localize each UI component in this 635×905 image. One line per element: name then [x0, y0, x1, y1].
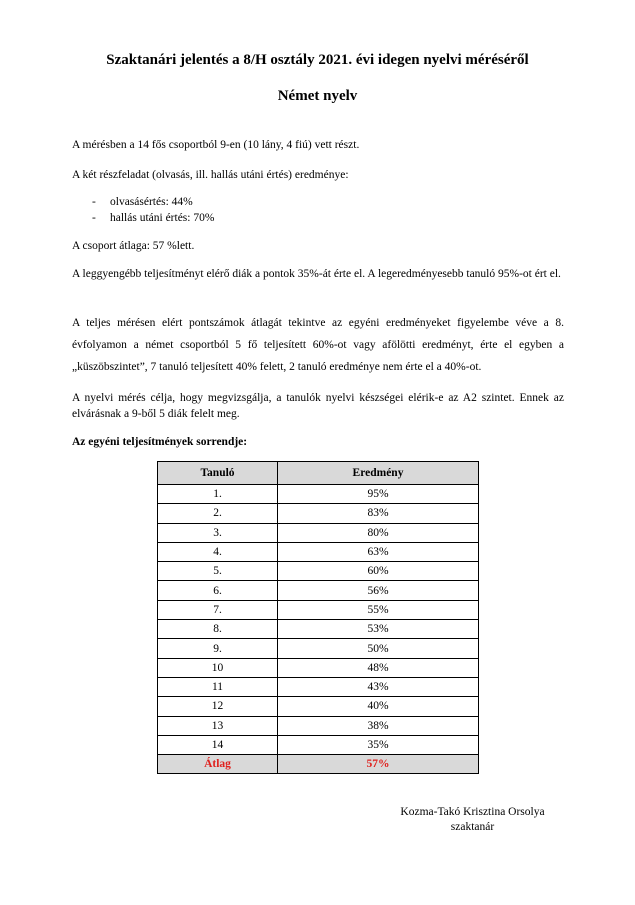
cell-rank: 6.	[158, 581, 278, 600]
cell-rank: 4.	[158, 542, 278, 561]
paragraph-group-average: A csoport átlaga: 57 %lett.	[72, 240, 195, 252]
table-row	[158, 620, 479, 639]
table-row	[158, 523, 479, 542]
cell-rank: 5.	[158, 562, 278, 581]
table-row	[158, 639, 479, 658]
list-item	[92, 194, 193, 210]
cell-result: 53%	[278, 620, 479, 639]
cell-average-label: Átlag	[158, 755, 278, 774]
cell-result: 60%	[278, 562, 479, 581]
table-row	[158, 735, 479, 754]
cell-rank: 7.	[158, 600, 278, 619]
cell-result: 40%	[278, 697, 479, 716]
cell-result: 56%	[278, 581, 479, 600]
table-row	[158, 658, 479, 677]
cell-rank: 8.	[158, 620, 278, 639]
cell-result: 95%	[278, 485, 479, 504]
table-row	[158, 677, 479, 696]
table-row	[158, 581, 479, 600]
cell-result: 48%	[278, 658, 479, 677]
cell-result: 43%	[278, 677, 479, 696]
cell-rank: 14	[158, 735, 278, 754]
paragraph-analysis: A teljes mérésen elért pontszámok átlagát tekintve az egyéni eredményeket figyelembe véve a 8. évfolyamon a német csoportból 5 fő teljesített 60%-ot vagy afölötti eredményt, érte el egyben a „küszöbszintet”, 7 tanuló teljesített 40% felett, 2 tanuló eredménye nem érte el a 40%-ot.	[72, 317, 564, 373]
table-row	[158, 542, 479, 561]
cell-result: 50%	[278, 639, 479, 658]
table-row	[158, 697, 479, 716]
cell-result: 83%	[278, 504, 479, 523]
paragraph-min-max: A leggyengébb teljesítményt elérő diák a pontok 35%-át érte el. A legeredményesebb tanuló 95%-ot ért el.	[72, 268, 561, 280]
cell-result: 55%	[278, 600, 479, 619]
signature-role: szaktanár	[450, 821, 495, 833]
paragraph-participation: A mérésben a 14 fős csoportból 9-en (10 lány, 4 fiú) vett részt.	[72, 139, 360, 151]
signature-block	[360, 805, 585, 835]
cell-result: 80%	[278, 523, 479, 542]
list-item	[92, 210, 214, 226]
paragraph-goal: A nyelvi mérés célja, hogy megvizsgálja, a tanulók nyelvi készségei elérik-e az A2 szintet. Ennek az elvárásnak a 9-ből 5 diák felelt meg.	[72, 392, 564, 420]
table-header-row	[158, 462, 479, 485]
cell-rank: 2.	[158, 504, 278, 523]
cell-result: 38%	[278, 716, 479, 735]
list-dash: -	[92, 196, 96, 208]
table-row	[158, 485, 479, 504]
cell-rank: 12	[158, 697, 278, 716]
cell-rank: 10	[158, 658, 278, 677]
cell-rank: 1.	[158, 485, 278, 504]
cell-rank: 3.	[158, 523, 278, 542]
list-dash: -	[92, 212, 96, 224]
table-row	[158, 504, 479, 523]
signature-name: Kozma-Takó Krisztina Orsolya	[400, 806, 545, 818]
table-row	[158, 600, 479, 619]
report-title: Szaktanári jelentés a 8/H osztály 2021. évi idegen nyelvi méréséről	[106, 52, 529, 68]
report-subtitle: Német nyelv	[277, 88, 358, 104]
cell-rank: 9.	[158, 639, 278, 658]
cell-result: 63%	[278, 542, 479, 561]
results-table	[157, 461, 479, 774]
table-row	[158, 562, 479, 581]
cell-rank: 11	[158, 677, 278, 696]
list-item-label: olvasásértés: 44%	[110, 196, 193, 208]
table-average-row	[158, 755, 479, 774]
list-item-label: hallás utáni értés: 70%	[110, 212, 215, 224]
cell-rank: 13	[158, 716, 278, 735]
column-header-result: Eredmény	[278, 462, 479, 485]
ranking-heading: Az egyéni teljesítmények sorrendje:	[72, 436, 248, 448]
column-header-student: Tanuló	[158, 462, 278, 485]
cell-result: 35%	[278, 735, 479, 754]
paragraph-subtasks: A két részfeladat (olvasás, ill. hallás utáni értés) eredménye:	[72, 169, 349, 181]
table-row	[158, 716, 479, 735]
cell-average-value: 57%	[278, 755, 479, 774]
